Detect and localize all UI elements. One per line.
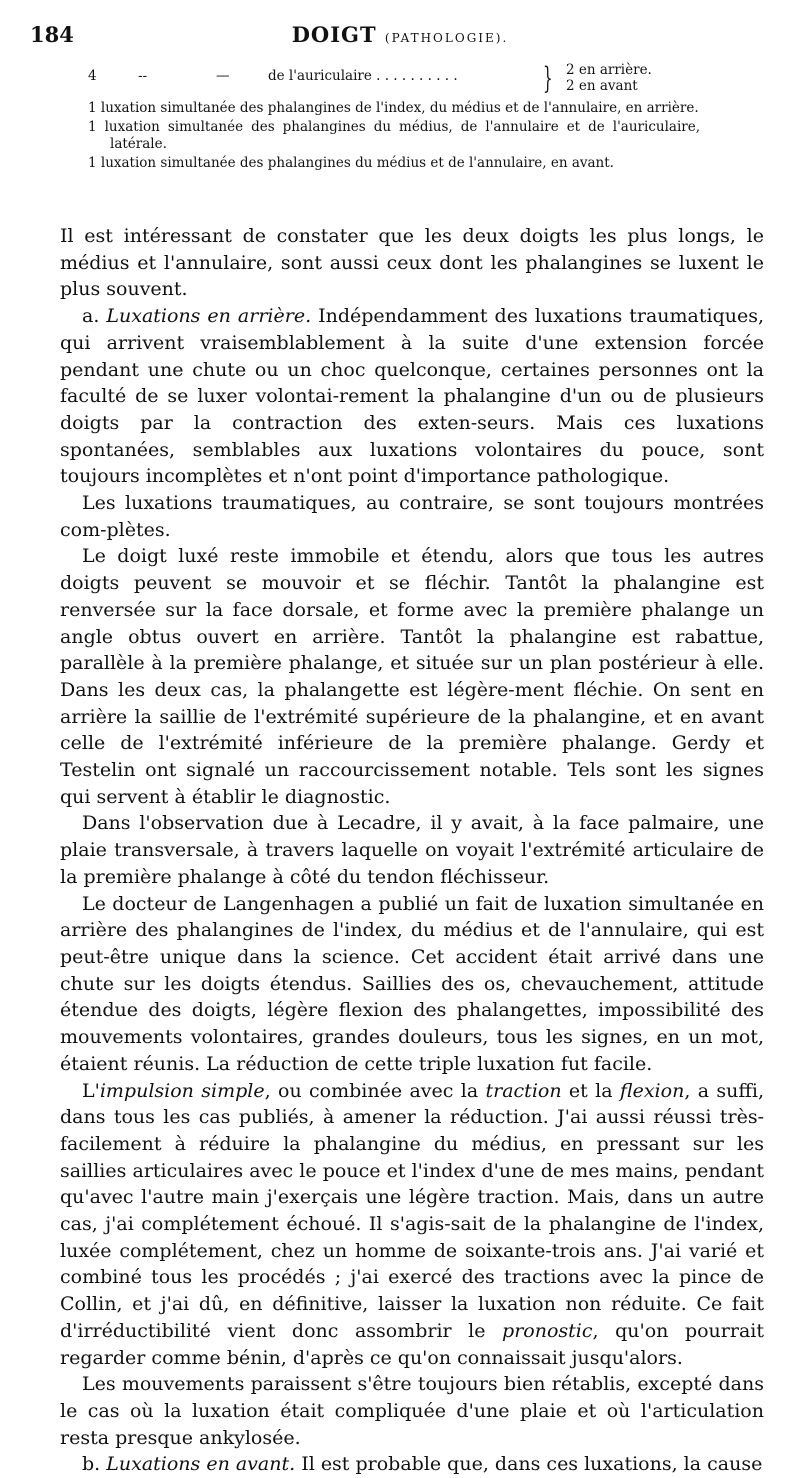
brace: } bbox=[543, 61, 553, 96]
paragraph: Il est intéressant de constater que les deux doigts les plus longs, le médius et l'annulaire, sont aussi ceux dont les phalangines se luxent le plus souvent. bbox=[60, 225, 764, 301]
title-subtitle: (PATHOLOGIE). bbox=[384, 31, 509, 45]
paragraph-text: Il est probable que, dans ces luxations, la cause bbox=[295, 1453, 763, 1476]
paragraph: Les mouvements paraissent s'être toujours bien rétablis, excepté dans le cas où la luxation était compliquée d'une plaie et où l'articulation resta presque ankylosée. bbox=[60, 1373, 764, 1449]
text-run: , qu'on pourrait regarder comme bénin, d'après ce qu'on connaissait jusqu'alors. bbox=[60, 1319, 764, 1369]
emphasis: flexion bbox=[619, 1079, 685, 1102]
paragraph: Les luxations traumatiques, au contraire, se sont toujours montrées com-plètes. bbox=[60, 492, 764, 541]
table-row bbox=[88, 62, 700, 98]
row-count: 4 bbox=[88, 68, 97, 84]
statistics-table bbox=[88, 62, 700, 172]
paragraph-section-a bbox=[60, 303, 764, 490]
running-title bbox=[30, 22, 770, 47]
title-main: DOIGT bbox=[291, 22, 377, 47]
paragraph: Le doigt luxé reste immobile et étendu, alors que tous les autres doigts peuvent se mouvoir et se fléchir. Tantôt la phalangine est renversée sur la face dorsale, et forme avec la première phalange un angle obtus ouvert en arrière. Tantôt la phalangine est rabattue, parallèle à la première phalange, et située sur un plan postérieur à elle. Dans les deux cas, la phalangette est légère-ment fléchie. On sent en arrière la saillie de l'extrémité supérieure de la phalangine, et en avant celle de l'extrémité inférieure de la première phalange. Gerdy et Testelin ont signalé un raccourcissement notable. Tels sont les signes qui servent à établir le diagnostic. bbox=[60, 545, 764, 808]
ditto-mark: — bbox=[216, 68, 230, 84]
row-label: de l'auriculaire . . . . . . . . . . bbox=[268, 68, 458, 84]
section-label: a. bbox=[82, 305, 107, 328]
section-heading: Luxations en arrière. bbox=[106, 305, 312, 328]
running-header bbox=[30, 22, 770, 56]
option-avant: 2 en avant bbox=[566, 78, 638, 94]
emphasis: pronostic bbox=[502, 1319, 593, 1342]
emphasis: traction bbox=[485, 1079, 562, 1102]
table-note: 1 luxation simultanée des phalangines du médius, de l'annulaire et de l'auriculaire, latérale. bbox=[88, 119, 700, 152]
ditto-mark: -- bbox=[138, 68, 148, 84]
paragraph-text: Indépendamment des luxations traumatiques, qui arrivent vraisemblablement à la suite d'une extension forcée pendant une chute ou un choc quelconque, certaines personnes ont la faculté de se luxer volontai-rement la phalangine d'un ou de plusieurs doigts par la contraction des exten-seurs. Mais ces luxations spontanées, semblables aux luxations volontaires du pouce, sont toujours incomplètes et n'ont point d'importance pathologique. bbox=[60, 305, 764, 488]
emphasis: impulsion simple bbox=[99, 1079, 265, 1102]
section-heading: Luxations en avant. bbox=[106, 1453, 296, 1476]
body-text bbox=[60, 223, 764, 1478]
text-run: et la bbox=[561, 1079, 620, 1102]
page-number: 184 bbox=[30, 22, 74, 47]
row-options bbox=[566, 62, 652, 94]
option-arriere: 2 en arrière. bbox=[566, 62, 652, 78]
paragraph: Dans l'observation due à Lecadre, il y avait, à la face palmaire, une plaie transversale, à travers laquelle on voyait l'extrémité articulaire de la première phalange à côté du tendon fléchisseur. bbox=[60, 812, 764, 888]
section-label: b. bbox=[82, 1453, 107, 1476]
paragraph: Le docteur de Langenhagen a publié un fait de luxation simultanée en arrière des phalangines de l'index, du médius et de l'annulaire, qui est peut-être unique dans la science. Cet accident était arrivé dans une chute sur les doigts étendus. Saillies des os, chevauchement, attitude étendue des doigts, légère flexion des phalangettes, impossibilité des mouvements volontaires, grandes douleurs, tous les signes, en un mot, étaient réunis. La réduction de cette triple luxation fut facile. bbox=[60, 892, 764, 1075]
text-run: , a suffi, dans tous les cas publiés, à amener la réduction. J'ai aussi réussi très-facilement à réduire la phalangine du médius, en pressant sur les saillies articulaires avec le pouce et l'index d'une de mes mains, pendant qu'avec l'autre main j'exerçais une légère traction. Mais, dans un autre cas, j'ai complétement échoué. Il s'agis-sait de la phalangine de l'index, luxée complétement, chez un homme de soixante-trois ans. J'ai varié et combiné tous les procédés ; j'ai exercé des tractions avec la pince de Collin, et j'ai dû, en définitive, laisser la luxation non réduite. Ce fait d'irréductibilité vient donc assombrir le bbox=[60, 1079, 764, 1342]
table-note: 1 luxation simultanée des phalangines de l'index, du médius et de l'annulaire, en arrière. bbox=[88, 100, 699, 116]
paragraph-reduction bbox=[60, 1078, 764, 1372]
table-note: 1 luxation simultanée des phalangines du médius et de l'annulaire, en avant. bbox=[88, 155, 614, 171]
text-run: L' bbox=[82, 1079, 100, 1102]
paragraph-section-b bbox=[60, 1451, 764, 1478]
text-run: , ou combinée avec la bbox=[264, 1079, 486, 1102]
